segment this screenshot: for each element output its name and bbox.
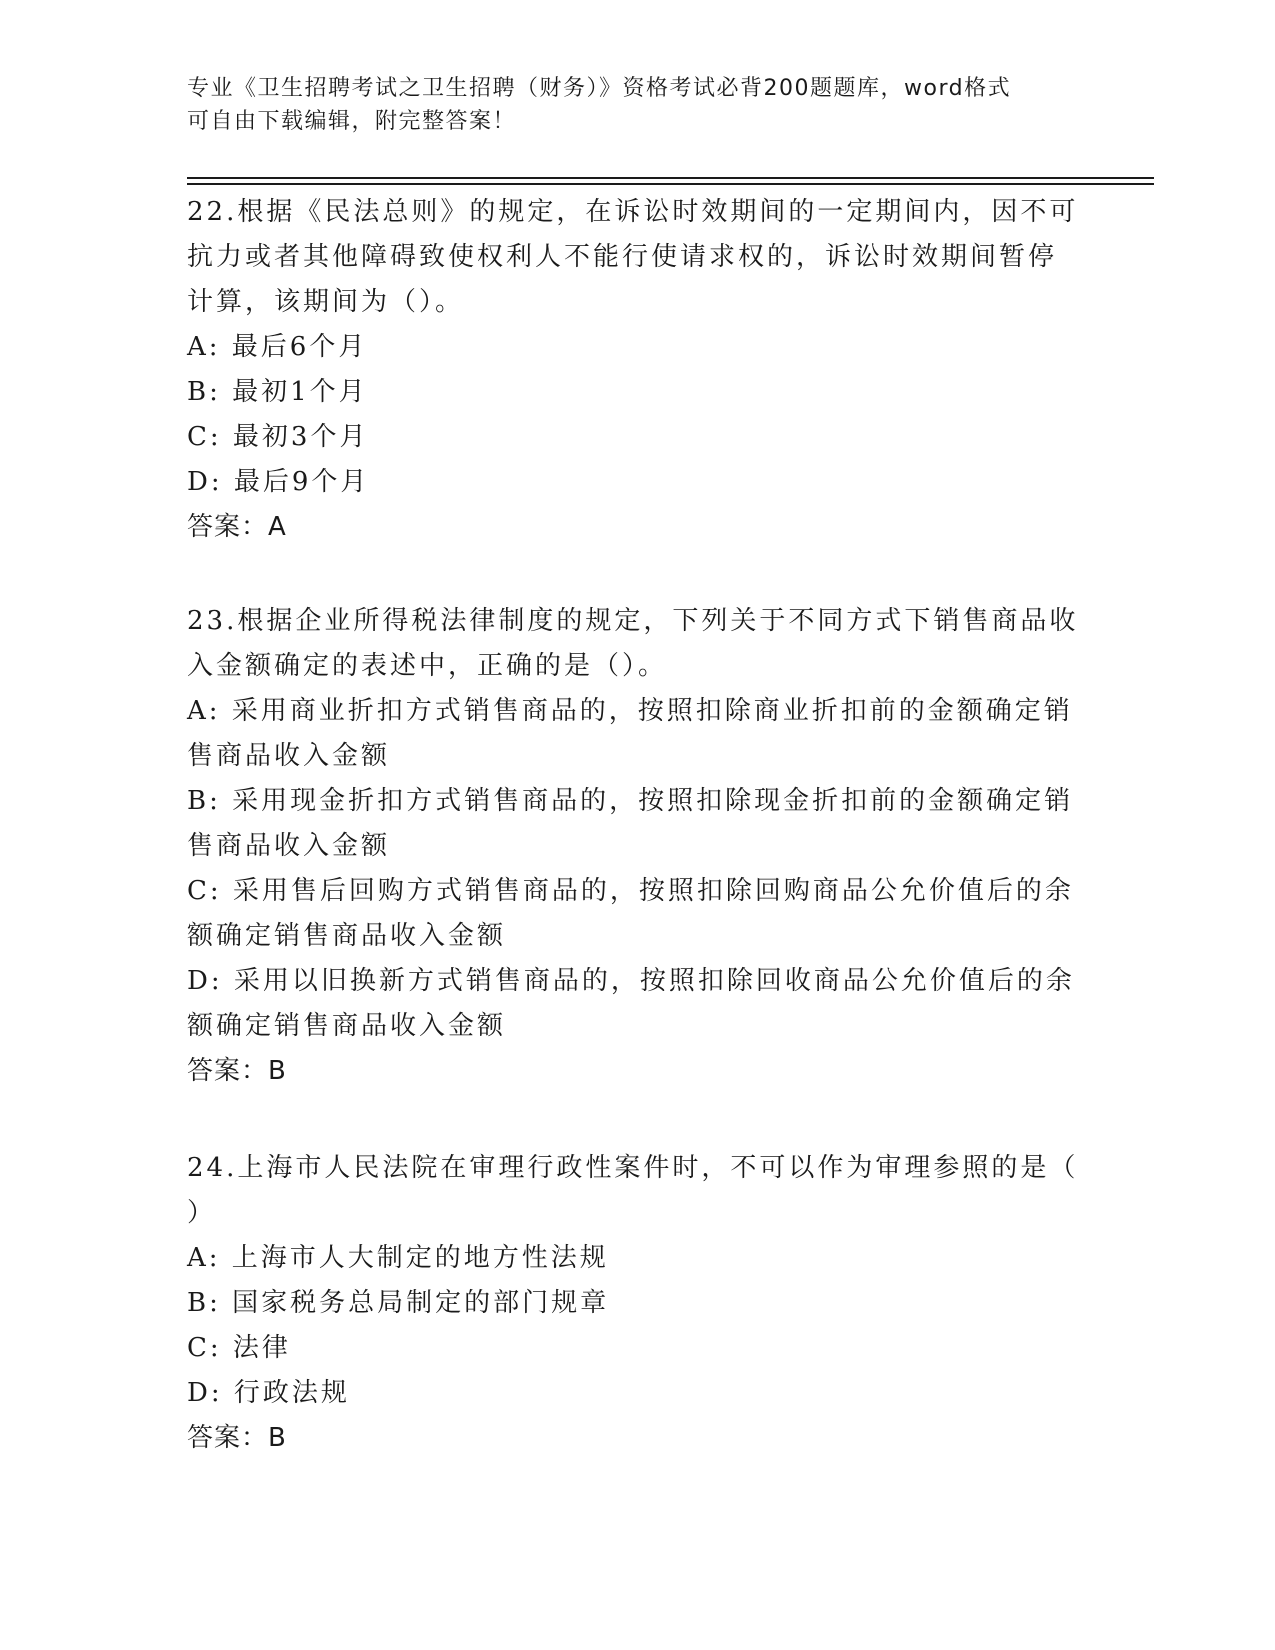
header-line-2: 可自由下载编辑，附完整答案！ [187,109,517,134]
option-c: C: 采用售后回购方式销售商品的，按照扣除回购商品公允价值后的余 [187,876,1074,906]
option-d: D: 最后9个月 [187,467,370,497]
question-22 [187,190,1087,550]
header-line-1: 专业《卫生招聘考试之卫生招聘（财务）》资格考试必背200题题库，word格式 [187,76,1012,101]
question-stem-line: 23.根据企业所得税法律制度的规定，下列关于不同方式下销售商品收 [187,606,1079,636]
question-24 [187,1146,1087,1461]
question-stem-line: 24.上海市人民法院在审理行政性案件时，不可以作为审理参照的是（ [187,1153,1079,1183]
header-divider-bottom [187,183,1154,185]
question-stem-line: ） [187,1198,217,1228]
option-a-continued: 售商品收入金额 [187,741,391,771]
document-header [187,72,1067,138]
question-stem-line: 计算，该期间为（）。 [187,287,465,317]
answer-label: 答案：B [187,1056,287,1086]
option-a: A: 采用商业折扣方式销售商品的，按照扣除商业折扣前的金额确定销 [187,696,1073,726]
option-a: A: 上海市人大制定的地方性法规 [187,1243,609,1273]
option-c: C: 法律 [187,1333,291,1363]
option-b: B: 采用现金折扣方式销售商品的，按照扣除现金折扣前的金额确定销 [187,786,1074,816]
option-d-continued: 额确定销售商品收入金额 [187,1011,507,1041]
header-divider-top [187,177,1154,179]
question-23 [187,599,1087,1094]
option-d: D: 采用以旧换新方式销售商品的，按照扣除回收商品公允价值后的余 [187,966,1075,996]
question-stem-line: 抗力或者其他障碍致使权利人不能行使请求权的，诉讼时效期间暂停 [187,242,1058,272]
option-d: D: 行政法规 [187,1378,350,1408]
answer-label: 答案：A [187,512,287,542]
question-stem-line: 入金额确定的表述中，正确的是（）。 [187,651,668,681]
question-stem-line: 22.根据《民法总则》的规定，在诉讼时效期间的一定期间内，因不可 [187,197,1079,227]
option-a: A: 最后6个月 [187,332,368,362]
option-b: B: 最初1个月 [187,377,368,407]
option-c-continued: 额确定销售商品收入金额 [187,921,507,951]
answer-label: 答案：B [187,1423,287,1453]
option-c: C: 最初3个月 [187,422,369,452]
option-b-continued: 售商品收入金额 [187,831,391,861]
option-b: B: 国家税务总局制定的部门规章 [187,1288,610,1318]
